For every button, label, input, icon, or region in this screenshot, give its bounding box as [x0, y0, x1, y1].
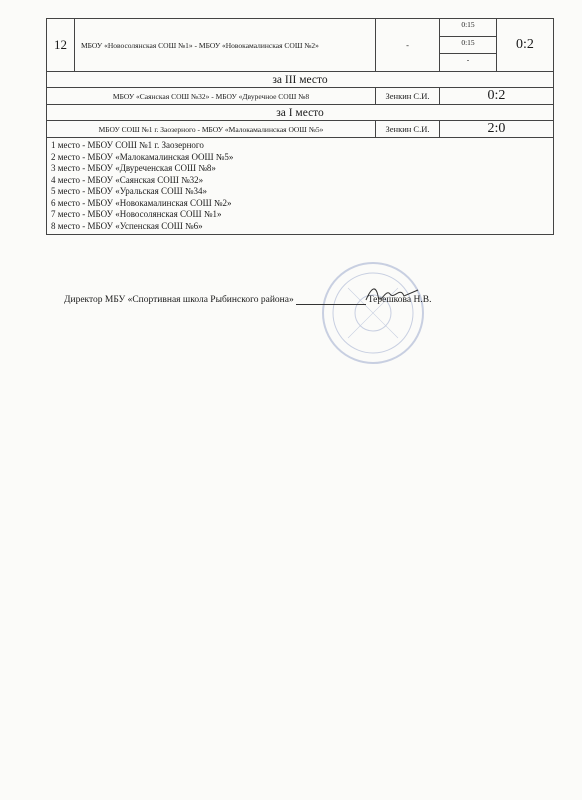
standing-item: 7 место - МБОУ «Новосолянская СОШ №1»	[51, 209, 222, 219]
final-standings	[47, 138, 554, 235]
table-row	[47, 88, 554, 105]
section-heading-third: за III место	[47, 72, 554, 88]
table-row	[47, 121, 554, 138]
results-table	[46, 18, 554, 235]
match-teams: МБОУ «Новосолянская СОШ №1» - МБОУ «Новокамалинская СОШ №2»	[75, 19, 376, 72]
standing-item: 6 место - МБОУ «Новокамалинская СОШ №2»	[51, 197, 232, 208]
match-judge: Зенкин С.И.	[376, 88, 440, 105]
set-scores	[440, 19, 497, 72]
signatory-name: Терешкова Н.В.	[367, 295, 432, 305]
table-row	[47, 19, 554, 72]
section-heading-first: за I место	[47, 105, 554, 121]
table-row	[47, 105, 554, 121]
set-score: 0:15	[440, 37, 496, 55]
standing-item: 2 место - МБОУ «Малокамалинская ООШ №5»	[51, 151, 234, 162]
match-teams: МБОУ СОШ №1 г. Заозерного - МБОУ «Малокамалинская ООШ №5»	[47, 121, 376, 138]
set-score: 0:15	[440, 19, 496, 37]
standing-item: 5 место - МБОУ «Уральская СОШ №34»	[51, 186, 207, 196]
table-row	[47, 138, 554, 235]
match-score: 2:0	[440, 121, 554, 138]
standing-item: 8 место - МБОУ «Успенская СОШ №6»	[51, 220, 203, 231]
match-score: 0:2	[440, 88, 554, 105]
table-row	[47, 72, 554, 88]
standing-item: 3 место - МБОУ «Двуреченская СОШ №8»	[51, 163, 216, 173]
match-teams: МБОУ «Саянская СОШ №32» - МБОУ «Двуречное СОШ №8	[47, 88, 376, 105]
match-judge: -	[376, 19, 440, 72]
standing-item: 1 место - МБОУ СОШ №1 г. Заозерного	[51, 140, 204, 150]
standing-item: 4 место - МБОУ «Саянская СОШ №32»	[51, 174, 204, 185]
signature-blank	[296, 292, 366, 305]
match-number: 12	[47, 19, 75, 72]
stamp-seal-icon	[318, 258, 428, 368]
match-score: 0:2	[497, 19, 554, 72]
signature-line	[64, 292, 534, 305]
match-judge: Зенкин С.И.	[376, 121, 440, 138]
set-score: -	[466, 55, 470, 65]
signatory-position: Директор МБУ «Спортивная школа Рыбинского района»	[64, 295, 294, 305]
